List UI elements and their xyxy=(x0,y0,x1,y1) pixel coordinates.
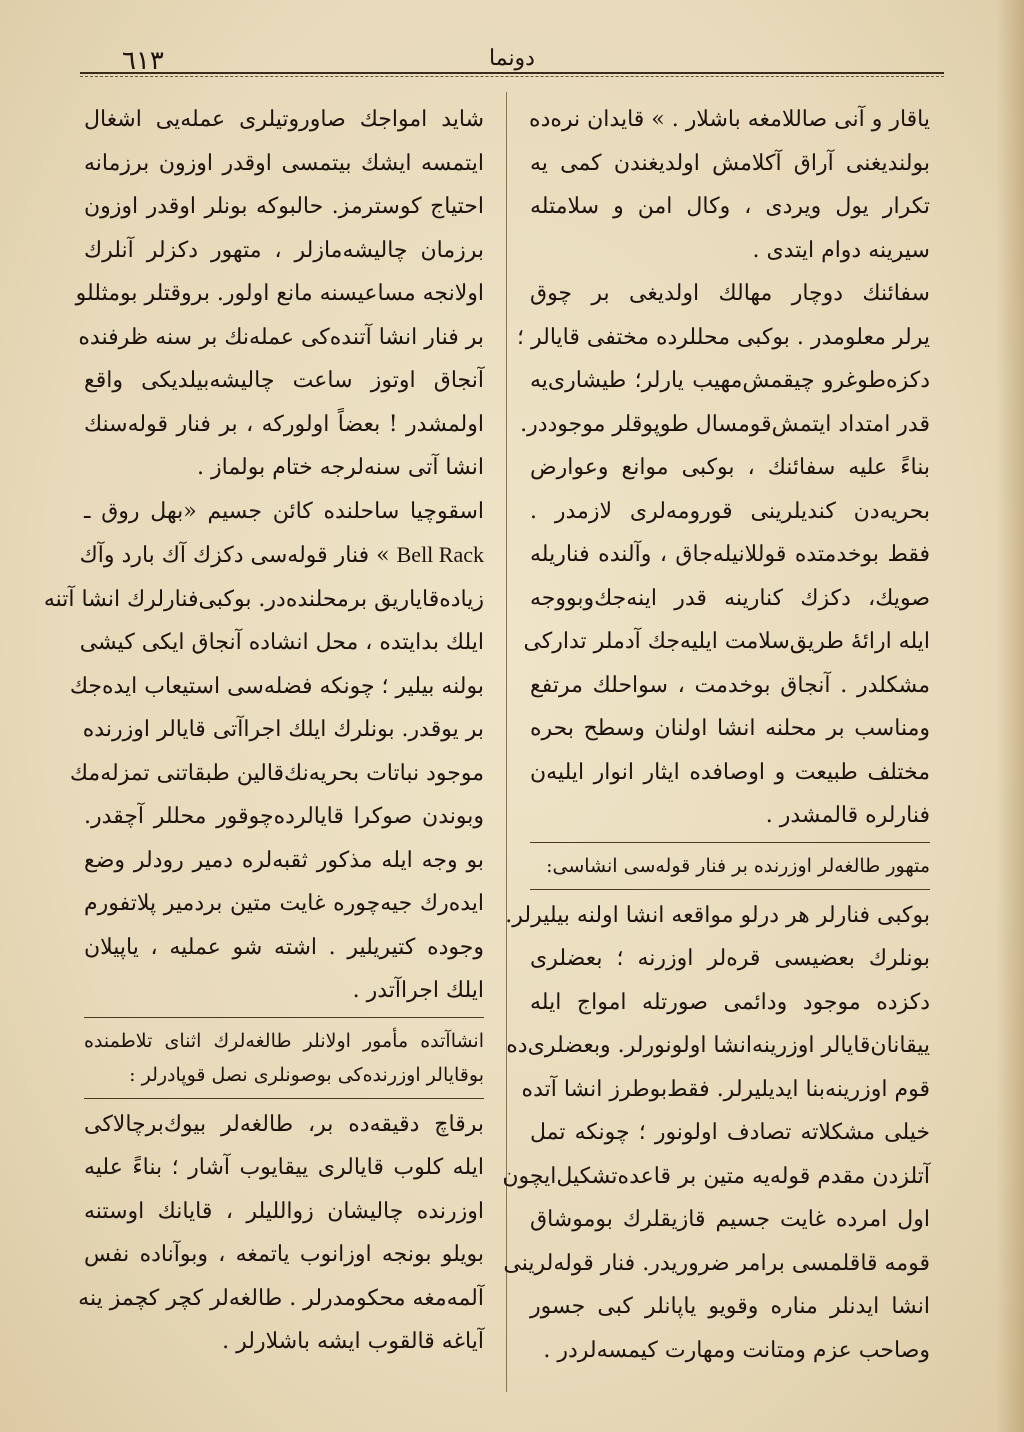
text-line: خیلی مشکلاته تصادف اولونور ؛ چونکه تمل xyxy=(530,1120,930,1145)
text-line: بولندیغنی آراق آکلامش اولدیغندن کمی یه xyxy=(530,150,930,176)
text-line: ایده‌رك جیه‌چوره غایت متین بردمیر پلاتفورم xyxy=(84,891,484,916)
text-line: بو وجه ایله مذکور ثقبه‌لره دمیر رودلر وضع xyxy=(84,847,484,873)
right-paragraph-2 xyxy=(517,272,930,838)
text-line: بوکبی فنارلر هر درلو مواقعه انشا اولنه بیلیرلر. xyxy=(505,902,930,928)
text-line: آیاغه قالقوب ایشه باشلارلر . xyxy=(222,1329,484,1354)
text-line: یرلر معلومدر . بوکبی محللرده مختفی قایالر ؛ xyxy=(517,324,930,350)
text-line: تکرار یول ویردی ، وکال امن و سلامتله xyxy=(530,194,930,219)
text-line: مشکلدر . آنجاق بوخدمت ، سواحلك مرتفع xyxy=(530,672,930,698)
text-line: وبوندن صوکرا قایالرده‌چوقور محللر آچقدر. xyxy=(84,804,484,829)
bell-rock-latin: Bell Rack xyxy=(396,542,484,567)
text-line: آلمه‌مغه محکومدرلر . طالغه‌لر کچر کچمز ینه xyxy=(78,1285,484,1311)
text-line-bell-rock xyxy=(79,533,484,578)
text-line: آتلزدن مقدم قوله‌یه متین بر قاعده‌تشکیل‌ایچون xyxy=(502,1163,930,1189)
left-paragraph-2 xyxy=(43,490,484,1013)
bell-rock-line-text: فنار قوله‌سی دکزك آك بارد وآك xyxy=(79,543,370,568)
text-line: دکزه‌طوغرو چیقمش‌مهیب یارلر؛ طیشاری‌یه xyxy=(530,368,930,393)
text-line: ایلك بدایتده ، محل انشاده آنجاق ایکی کیشی xyxy=(79,630,484,655)
text-line: بویلو بونجه اوزانوب یاتمغه ، وبوآناده نفس xyxy=(84,1242,484,1267)
text-line: مختلف طبیعت و اوصافده ایثار انوار ایلیه‌ن xyxy=(530,759,930,785)
text-line: موجود نباتات بحریه‌نك‌قالین طبقاتنی تمزله‌مك xyxy=(69,760,484,786)
text-line: بولنه بیلیر ؛ چونکه فضله‌سی استیعاب ایده‌جك xyxy=(69,673,484,699)
text-line: فقط بوخدمتده قوللانیله‌جاق ، وآلنده فناریله xyxy=(530,542,930,567)
text-line: اولمشدر ! بعضاً اولورکه ، بر فنار قوله‌سنك xyxy=(84,411,484,437)
text-line: قومه قاقلمسی برامر ضروریدر. فنار قوله‌لرینی xyxy=(503,1250,930,1276)
text-line: شاید امواجك صاوروتیلری عمله‌یی اشغال xyxy=(84,107,484,132)
right-paragraph-3 xyxy=(502,894,930,1373)
text-line: یاقار و آنی صاللامغه باشلار . » قایدان نرەدە xyxy=(529,107,930,132)
text-line: قدر امتداد ایتمش‌قومسال طوپوقلر موجوددر. xyxy=(520,411,930,437)
text-line: وصاحب عزم ومتانت ومهارت کیمسه‌لردر . xyxy=(543,1337,930,1363)
page-edge-stain xyxy=(996,0,1024,1432)
header-rule xyxy=(80,72,944,74)
right-paragraph-1 xyxy=(530,98,930,272)
text-line: احتیاج کوسترمز. حالبوکه بونلر اوقدر اوزون xyxy=(84,194,484,219)
page-number: ٦١٣ xyxy=(122,46,164,76)
left-paragraph-3 xyxy=(78,1103,484,1364)
text-line: برقاچ دقیقه‌ده بر، طالغه‌لر بیوك‌برچالاکی xyxy=(84,1111,484,1137)
text-line: اولانجه مساعیسنه مانع اولور. بروقتلر بومثللو xyxy=(75,281,484,306)
text-line: اول امرده غایت جسیم قازیقلرك بوموشاق xyxy=(530,1207,930,1232)
text-line: برزمان چالیشه‌مازلر ، متهور دکزلر آنلرك xyxy=(84,237,484,263)
text-line: آنجاق اوتوز ساعت چالیشه‌بیلدیکی واقع xyxy=(84,368,484,393)
text-line: وجوده کتیریلیر . اشته شو عملیه ، یاپیلان xyxy=(84,934,484,960)
text-line: صویك، دکزك کنارینه قدر اینه‌جك‌وبو‌وجه xyxy=(530,585,930,611)
text-line: ایله کلوب قایالری ییقایوب آشار ؛ بناءً علیه xyxy=(84,1155,484,1180)
text-line: ایله ارائهٔ طریق‌سلامت ایلیه‌جك آدملر تدارکی xyxy=(523,629,930,654)
left-paragraph-1 xyxy=(75,98,484,490)
text-line: سفائنك دوچار مهالك اولدیغی بر چوق xyxy=(530,281,930,306)
page-header xyxy=(90,40,934,80)
text-line: اسقوچیا ساحلنده کائن جسیم «بهل روق ـ xyxy=(84,498,484,524)
text-line: بحریه‌دن کندیلرینی قورومه‌لری لازمدر . xyxy=(530,498,930,524)
text-line: ییقانان‌قایالر اوزرینه‌انشا اولونورلر. وبعضلری‌ده xyxy=(506,1033,930,1058)
text-line: ایتمسه ایشك بیتمسی اوقدر اوزون برزمانه xyxy=(84,150,484,176)
text-line: بناءً علیه سفائنك ، بوکبی موانع وعوارض xyxy=(530,455,930,480)
section-heading-text: متهور طالغه‌لر اوزرنده بر فنار قوله‌سی انشاسی: xyxy=(546,854,930,877)
section-heading-text: انشاآتده مأمور اولانلر طالغه‌لرك اثنای تلاطمنده بوقایالر اوزرنده‌کی بوصونلری نصل قوپادرلر : xyxy=(84,1029,484,1086)
text-line: بر یوقدر. بونلرك ایلك اجراآتی قایالر اوزرنده xyxy=(82,717,484,742)
text-line: انشا آتی سنه‌لرجه ختام بولماز . xyxy=(197,455,484,480)
text-line: زیاده‌قایاریق برمحلنده‌در. بوکبی‌فنارلرك انشا آتنه xyxy=(43,586,484,612)
text-line: بونلرك بعضیسی قره‌لر اوزرنه ؛ بعضلری xyxy=(530,946,930,971)
bell-rock-quote-close: » xyxy=(376,543,397,568)
text-line: سیرینه دوام ایتدی . xyxy=(752,237,930,263)
text-line: انشا ایدنلر مناره وقویو یاپانلر کبی جسور xyxy=(530,1294,930,1319)
right-column xyxy=(502,98,930,1372)
running-title: دونما xyxy=(489,46,535,71)
section-heading xyxy=(84,1017,484,1099)
section-heading xyxy=(530,842,930,890)
text-line: اوزرنده چالیشان زواللیلر ، قایانك اوستنه xyxy=(84,1198,484,1224)
text-line: ومناسب بر محلنه انشا اولنان وسطح بحره xyxy=(530,716,930,741)
text-line: فنارلره قالمشدر . xyxy=(765,803,930,828)
text-line: ایلك اجراآتدر . xyxy=(352,978,484,1003)
left-column xyxy=(43,98,484,1364)
text-line: دکزده موجود ودائمی صورتله امواج ایله xyxy=(530,989,930,1015)
text-line: قوم اوزرینه‌بنا ایدیلیرلر. فقط‌بوطرز انشا آتده xyxy=(521,1076,930,1102)
text-line: بر فنار انشا آتنده‌کی عمله‌نك بر سنه ظرفنده xyxy=(78,324,484,350)
